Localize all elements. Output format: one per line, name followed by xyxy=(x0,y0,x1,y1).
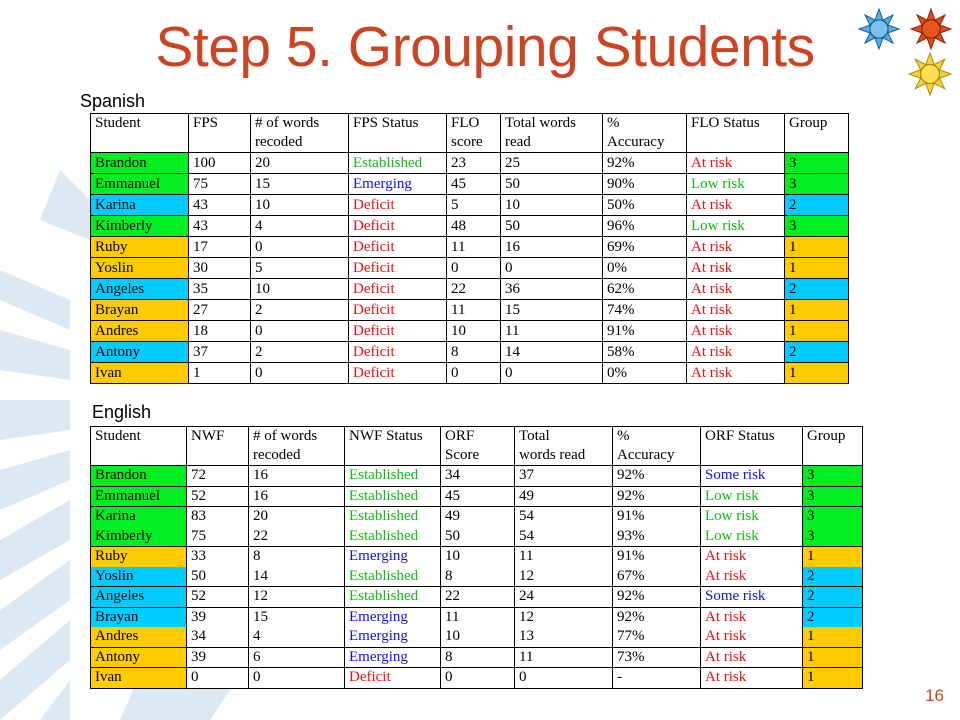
cell-flo-status: At risk xyxy=(687,363,785,384)
cell-nwf: 75 xyxy=(187,527,249,547)
cell-accuracy: 90% xyxy=(603,174,687,195)
cell-student: Antony xyxy=(91,342,189,363)
cell-total: 54 xyxy=(515,507,613,527)
cell-fps: 43 xyxy=(189,216,251,237)
cell-words: 16 xyxy=(249,466,345,487)
cell-group: 3 xyxy=(803,527,863,547)
slide-title: Step 5. Grouping Students xyxy=(155,15,815,79)
cell-flo-status: Low risk xyxy=(687,216,785,237)
column-header: Accuracy xyxy=(603,133,687,153)
column-header xyxy=(687,133,785,153)
cell-orf-status: At risk xyxy=(701,607,803,627)
cell-nwf-status: Established xyxy=(345,507,441,527)
cell-total: 12 xyxy=(515,567,613,587)
cell-flo-status: At risk xyxy=(687,300,785,321)
cell-total: 50 xyxy=(501,174,603,195)
cell-fps: 18 xyxy=(189,321,251,342)
cell-group: 1 xyxy=(785,237,849,258)
cell-accuracy: 50% xyxy=(603,195,687,216)
cell-group: 3 xyxy=(785,153,849,174)
cell-fps-status: Deficit xyxy=(349,195,447,216)
cell-accuracy: 69% xyxy=(603,237,687,258)
cell-orf-status: At risk xyxy=(701,547,803,567)
cell-orf: 34 xyxy=(441,466,515,487)
cell-accuracy: 92% xyxy=(613,466,701,487)
cell-student: Emmanuel xyxy=(91,174,189,195)
cell-fps: 35 xyxy=(189,279,251,300)
column-header: words read xyxy=(515,446,613,466)
cell-student: Yoslin xyxy=(91,567,187,587)
table-row xyxy=(91,486,863,507)
table-row xyxy=(91,195,849,216)
cell-student: Brandon xyxy=(91,153,189,174)
english-label: English xyxy=(92,402,152,422)
cell-group: 1 xyxy=(803,647,863,668)
column-header: recoded xyxy=(249,446,345,466)
cell-flo-status: At risk xyxy=(687,237,785,258)
cell-student: Antony xyxy=(91,647,187,668)
column-header xyxy=(345,446,441,466)
column-header xyxy=(91,446,187,466)
cell-orf-status: At risk xyxy=(701,567,803,587)
cell-words: 0 xyxy=(251,237,349,258)
cell-words: 0 xyxy=(251,321,349,342)
cell-nwf: 50 xyxy=(187,567,249,587)
cell-accuracy: 92% xyxy=(613,607,701,627)
column-header xyxy=(349,133,447,153)
cell-student: Ruby xyxy=(91,237,189,258)
cell-accuracy: 96% xyxy=(603,216,687,237)
cell-words: 15 xyxy=(251,174,349,195)
cell-group: 3 xyxy=(803,486,863,507)
cell-total: 54 xyxy=(515,527,613,547)
cell-fps-status: Deficit xyxy=(349,237,447,258)
header-row xyxy=(91,446,863,466)
cell-student: Karina xyxy=(91,195,189,216)
cell-group: 2 xyxy=(803,607,863,627)
table-row xyxy=(91,587,863,608)
cell-group: 1 xyxy=(785,363,849,384)
cell-accuracy: 62% xyxy=(603,279,687,300)
cell-nwf-status: Emerging xyxy=(345,647,441,668)
table-row xyxy=(91,627,863,647)
cell-fps-status: Emerging xyxy=(349,174,447,195)
column-header: read xyxy=(501,133,603,153)
cell-total: 0 xyxy=(501,363,603,384)
column-header: Accuracy xyxy=(613,446,701,466)
cell-total: 37 xyxy=(515,466,613,487)
cell-words: 14 xyxy=(249,567,345,587)
cell-fps-status: Established xyxy=(349,153,447,174)
cell-fps-status: Deficit xyxy=(349,342,447,363)
cell-student: Andres xyxy=(91,627,187,647)
cell-total: 25 xyxy=(501,153,603,174)
cell-group: 1 xyxy=(785,321,849,342)
cell-flo: 48 xyxy=(447,216,501,237)
cell-flo: 10 xyxy=(447,321,501,342)
header-row xyxy=(91,114,849,134)
cell-accuracy: 91% xyxy=(613,547,701,567)
cell-orf: 0 xyxy=(441,668,515,689)
cell-nwf: 39 xyxy=(187,647,249,668)
table-row xyxy=(91,567,863,587)
cell-total: 0 xyxy=(515,668,613,689)
cell-flo: 0 xyxy=(447,258,501,279)
cell-accuracy: 77% xyxy=(613,627,701,647)
cell-total: 11 xyxy=(515,547,613,567)
cell-fps: 17 xyxy=(189,237,251,258)
column-header: Student xyxy=(91,114,189,134)
cell-words: 10 xyxy=(251,195,349,216)
table-row xyxy=(91,466,863,487)
cell-group: 1 xyxy=(785,300,849,321)
header-row xyxy=(91,133,849,153)
table-row xyxy=(91,216,849,237)
column-header xyxy=(187,446,249,466)
cell-group: 1 xyxy=(803,547,863,567)
header-row xyxy=(91,427,863,447)
cell-accuracy: 67% xyxy=(613,567,701,587)
cell-words: 2 xyxy=(251,300,349,321)
cell-nwf: 52 xyxy=(187,486,249,507)
cell-fps: 27 xyxy=(189,300,251,321)
table-row xyxy=(91,607,863,627)
cell-group: 1 xyxy=(803,627,863,647)
cell-accuracy: 0% xyxy=(603,363,687,384)
cell-student: Kimberly xyxy=(91,527,187,547)
cell-group: 2 xyxy=(803,587,863,608)
column-header: Total xyxy=(515,427,613,447)
cell-group: 2 xyxy=(785,279,849,300)
cell-student: Angeles xyxy=(91,279,189,300)
cell-accuracy: 93% xyxy=(613,527,701,547)
table-row xyxy=(91,300,849,321)
cell-orf-status: At risk xyxy=(701,647,803,668)
cell-nwf-status: Established xyxy=(345,587,441,608)
cell-words: 0 xyxy=(251,363,349,384)
cell-group: 3 xyxy=(803,507,863,527)
cell-total: 36 xyxy=(501,279,603,300)
cell-nwf-status: Established xyxy=(345,486,441,507)
cell-orf: 10 xyxy=(441,627,515,647)
cell-words: 16 xyxy=(249,486,345,507)
table-row xyxy=(91,174,849,195)
column-header: recoded xyxy=(251,133,349,153)
cell-flo-status: At risk xyxy=(687,195,785,216)
cell-group: 2 xyxy=(803,567,863,587)
column-header: FLO xyxy=(447,114,501,134)
cell-student: Angeles xyxy=(91,587,187,608)
cell-nwf-status: Established xyxy=(345,466,441,487)
cell-nwf-status: Emerging xyxy=(345,607,441,627)
cell-total: 13 xyxy=(515,627,613,647)
cell-total: 0 xyxy=(501,258,603,279)
cell-accuracy: 92% xyxy=(613,587,701,608)
cell-orf-status: Low risk xyxy=(701,507,803,527)
cell-flo-status: At risk xyxy=(687,153,785,174)
cell-nwf-status: Established xyxy=(345,567,441,587)
table-row xyxy=(91,279,849,300)
cell-total: 15 xyxy=(501,300,603,321)
cell-accuracy: 91% xyxy=(603,321,687,342)
cell-accuracy: - xyxy=(613,668,701,689)
column-header xyxy=(701,446,803,466)
column-header xyxy=(189,133,251,153)
table-row xyxy=(91,647,863,668)
cell-group: 3 xyxy=(785,216,849,237)
cell-flo: 11 xyxy=(447,237,501,258)
cell-words: 10 xyxy=(251,279,349,300)
table-row xyxy=(91,237,849,258)
cell-words: 2 xyxy=(251,342,349,363)
column-header: Score xyxy=(441,446,515,466)
cell-student: Brayan xyxy=(91,300,189,321)
cell-fps-status: Deficit xyxy=(349,258,447,279)
cell-nwf: 34 xyxy=(187,627,249,647)
column-header: % xyxy=(603,114,687,134)
cell-flo: 11 xyxy=(447,300,501,321)
cell-group: 1 xyxy=(803,668,863,689)
table-row xyxy=(91,363,849,384)
column-header: # of words xyxy=(249,427,345,447)
column-header: NWF xyxy=(187,427,249,447)
cell-flo-status: At risk xyxy=(687,321,785,342)
cell-total: 24 xyxy=(515,587,613,608)
cell-accuracy: 92% xyxy=(613,486,701,507)
column-header: ORF Status xyxy=(701,427,803,447)
cell-flo: 22 xyxy=(447,279,501,300)
cell-words: 20 xyxy=(249,507,345,527)
table-row xyxy=(91,342,849,363)
cell-student: Emmanuel xyxy=(91,486,187,507)
column-header: ORF xyxy=(441,427,515,447)
cell-words: 15 xyxy=(249,607,345,627)
cell-orf: 11 xyxy=(441,607,515,627)
spanish-table xyxy=(90,113,849,384)
cell-orf-status: At risk xyxy=(701,627,803,647)
cell-accuracy: 91% xyxy=(613,507,701,527)
cell-nwf-status: Established xyxy=(345,527,441,547)
cell-orf-status: Some risk xyxy=(701,587,803,608)
cell-group: 1 xyxy=(785,258,849,279)
cell-orf: 10 xyxy=(441,547,515,567)
cell-total: 14 xyxy=(501,342,603,363)
column-header xyxy=(91,133,189,153)
cell-words: 8 xyxy=(249,547,345,567)
cell-fps: 43 xyxy=(189,195,251,216)
cell-words: 20 xyxy=(251,153,349,174)
cell-nwf: 72 xyxy=(187,466,249,487)
cell-fps-status: Deficit xyxy=(349,363,447,384)
cell-words: 4 xyxy=(249,627,345,647)
cell-words: 22 xyxy=(249,527,345,547)
cell-group: 2 xyxy=(785,342,849,363)
cell-fps: 100 xyxy=(189,153,251,174)
column-header: FLO Status xyxy=(687,114,785,134)
column-header xyxy=(785,133,849,153)
cell-orf: 8 xyxy=(441,647,515,668)
cell-accuracy: 92% xyxy=(603,153,687,174)
cell-flo-status: At risk xyxy=(687,279,785,300)
cell-words: 4 xyxy=(251,216,349,237)
cell-student: Andres xyxy=(91,321,189,342)
page-number: 16 xyxy=(925,686,944,705)
cell-fps-status: Deficit xyxy=(349,216,447,237)
cell-words: 5 xyxy=(251,258,349,279)
table-row xyxy=(91,547,863,567)
cell-orf: 8 xyxy=(441,567,515,587)
english-table xyxy=(90,426,863,689)
cell-orf-status: At risk xyxy=(701,668,803,689)
cell-orf: 50 xyxy=(441,527,515,547)
cell-total: 16 xyxy=(501,237,603,258)
cell-accuracy: 0% xyxy=(603,258,687,279)
cell-nwf: 52 xyxy=(187,587,249,608)
cell-student: Ivan xyxy=(91,363,189,384)
cell-orf-status: Some risk xyxy=(701,466,803,487)
cell-flo: 5 xyxy=(447,195,501,216)
cell-words: 12 xyxy=(249,587,345,608)
cell-flo: 8 xyxy=(447,342,501,363)
column-header: Total words xyxy=(501,114,603,134)
cell-fps: 37 xyxy=(189,342,251,363)
cell-accuracy: 73% xyxy=(613,647,701,668)
column-header: FPS Status xyxy=(349,114,447,134)
table-row xyxy=(91,258,849,279)
cell-student: Brayan xyxy=(91,607,187,627)
cell-flo: 23 xyxy=(447,153,501,174)
cell-nwf-status: Emerging xyxy=(345,627,441,647)
cell-fps-status: Deficit xyxy=(349,321,447,342)
cell-orf-status: Low risk xyxy=(701,486,803,507)
cell-flo-status: Low risk xyxy=(687,174,785,195)
cell-orf: 45 xyxy=(441,486,515,507)
column-header: FPS xyxy=(189,114,251,134)
column-header: score xyxy=(447,133,501,153)
sun-icon-red xyxy=(910,8,952,50)
cell-group: 2 xyxy=(785,195,849,216)
cell-group: 3 xyxy=(803,466,863,487)
column-header: Group xyxy=(785,114,849,134)
cell-fps: 75 xyxy=(189,174,251,195)
cell-orf: 49 xyxy=(441,507,515,527)
cell-accuracy: 74% xyxy=(603,300,687,321)
cell-student: Kimberly xyxy=(91,216,189,237)
cell-student: Karina xyxy=(91,507,187,527)
cell-total: 12 xyxy=(515,607,613,627)
table-row xyxy=(91,527,863,547)
cell-total: 50 xyxy=(501,216,603,237)
cell-accuracy: 58% xyxy=(603,342,687,363)
column-header: % xyxy=(613,427,701,447)
cell-student: Yoslin xyxy=(91,258,189,279)
cell-total: 49 xyxy=(515,486,613,507)
table-row xyxy=(91,507,863,527)
cell-total: 11 xyxy=(501,321,603,342)
cell-nwf: 39 xyxy=(187,607,249,627)
sun-icon-yellow xyxy=(908,52,952,96)
cell-flo: 0 xyxy=(447,363,501,384)
cell-nwf-status: Deficit xyxy=(345,668,441,689)
cell-group: 3 xyxy=(785,174,849,195)
cell-flo: 45 xyxy=(447,174,501,195)
cell-words: 6 xyxy=(249,647,345,668)
table-row xyxy=(91,321,849,342)
cell-flo-status: At risk xyxy=(687,342,785,363)
cell-fps: 1 xyxy=(189,363,251,384)
cell-fps: 30 xyxy=(189,258,251,279)
cell-student: Ruby xyxy=(91,547,187,567)
cell-total: 10 xyxy=(501,195,603,216)
cell-fps-status: Deficit xyxy=(349,279,447,300)
column-header: Group xyxy=(803,427,863,447)
column-header: Student xyxy=(91,427,187,447)
sun-icon-blue xyxy=(858,8,900,50)
cell-nwf-status: Emerging xyxy=(345,547,441,567)
table-row xyxy=(91,668,863,689)
column-header: # of words xyxy=(251,114,349,134)
cell-nwf: 33 xyxy=(187,547,249,567)
cell-fps-status: Deficit xyxy=(349,300,447,321)
cell-student: Ivan xyxy=(91,668,187,689)
cell-nwf: 0 xyxy=(187,668,249,689)
column-header: NWF Status xyxy=(345,427,441,447)
table-row xyxy=(91,153,849,174)
spanish-label: Spanish xyxy=(80,91,146,111)
cell-orf: 22 xyxy=(441,587,515,608)
cell-total: 11 xyxy=(515,647,613,668)
cell-orf-status: Low risk xyxy=(701,527,803,547)
column-header xyxy=(803,446,863,466)
cell-nwf: 83 xyxy=(187,507,249,527)
cell-flo-status: At risk xyxy=(687,258,785,279)
cell-words: 0 xyxy=(249,668,345,689)
cell-student: Brandon xyxy=(91,466,187,487)
